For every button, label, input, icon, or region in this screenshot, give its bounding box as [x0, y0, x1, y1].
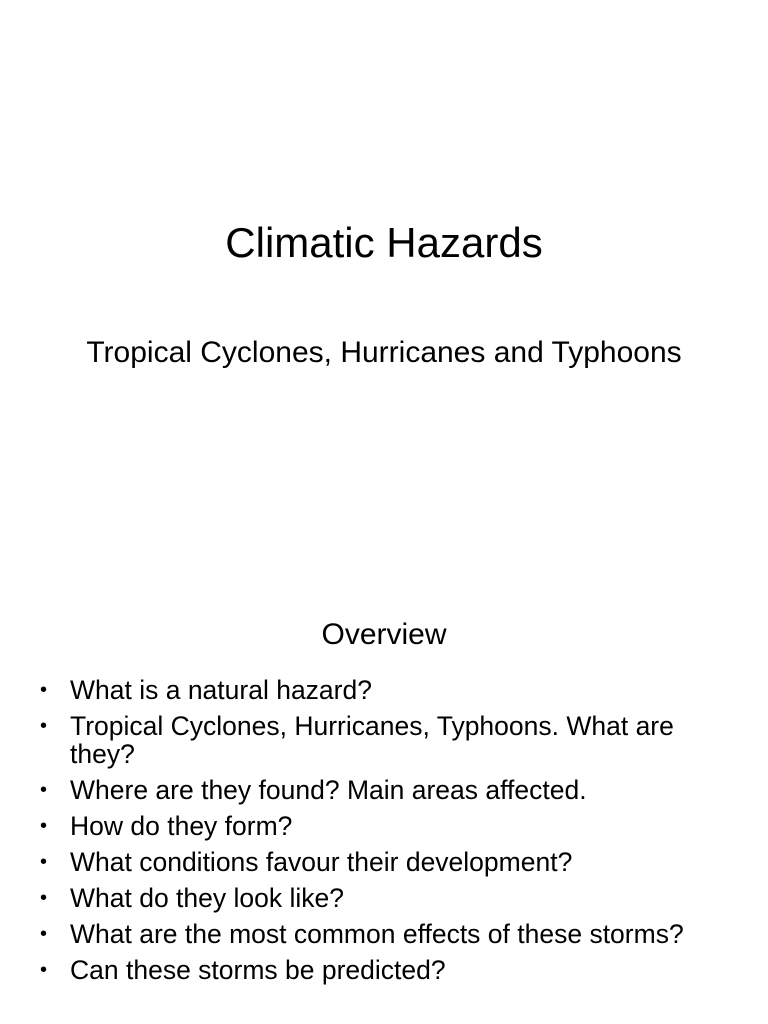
bullet-icon: • [40, 851, 48, 873]
slide-subtitle: Tropical Cyclones, Hurricanes and Typhoons [86, 336, 682, 369]
overview-bullet-list [40, 676, 720, 992]
bullet-item [40, 920, 720, 948]
bullet-item [40, 776, 720, 804]
bullet-icon: • [40, 887, 48, 909]
bullet-text: What conditions favour their development? [70, 847, 573, 877]
bullet-text: What are the most common effects of these storms? [70, 919, 684, 949]
bullet-item [40, 676, 720, 704]
bullet-icon: • [40, 779, 48, 801]
overview-heading: Overview [321, 618, 447, 651]
bullet-text: Tropical Cyclones, Hurricanes, Typhoons. What are they? [70, 711, 674, 769]
bullet-icon: • [40, 815, 48, 837]
bullet-item [40, 712, 720, 768]
bullet-text: What is a natural hazard? [70, 675, 372, 705]
bullet-text: Can these storms be predicted? [70, 955, 446, 985]
bullet-icon: • [40, 923, 48, 945]
bullet-icon: • [40, 959, 48, 981]
bullet-text: How do they form? [70, 811, 293, 841]
slide-title: Climatic Hazards [225, 219, 543, 266]
bullet-item [40, 812, 720, 840]
bullet-icon: • [40, 679, 48, 701]
bullet-item [40, 956, 720, 984]
bullet-item [40, 848, 720, 876]
bullet-item [40, 884, 720, 912]
bullet-icon: • [40, 715, 48, 737]
bullet-text: Where are they found? Main areas affected. [70, 775, 587, 805]
bullet-text: What do they look like? [70, 883, 344, 913]
